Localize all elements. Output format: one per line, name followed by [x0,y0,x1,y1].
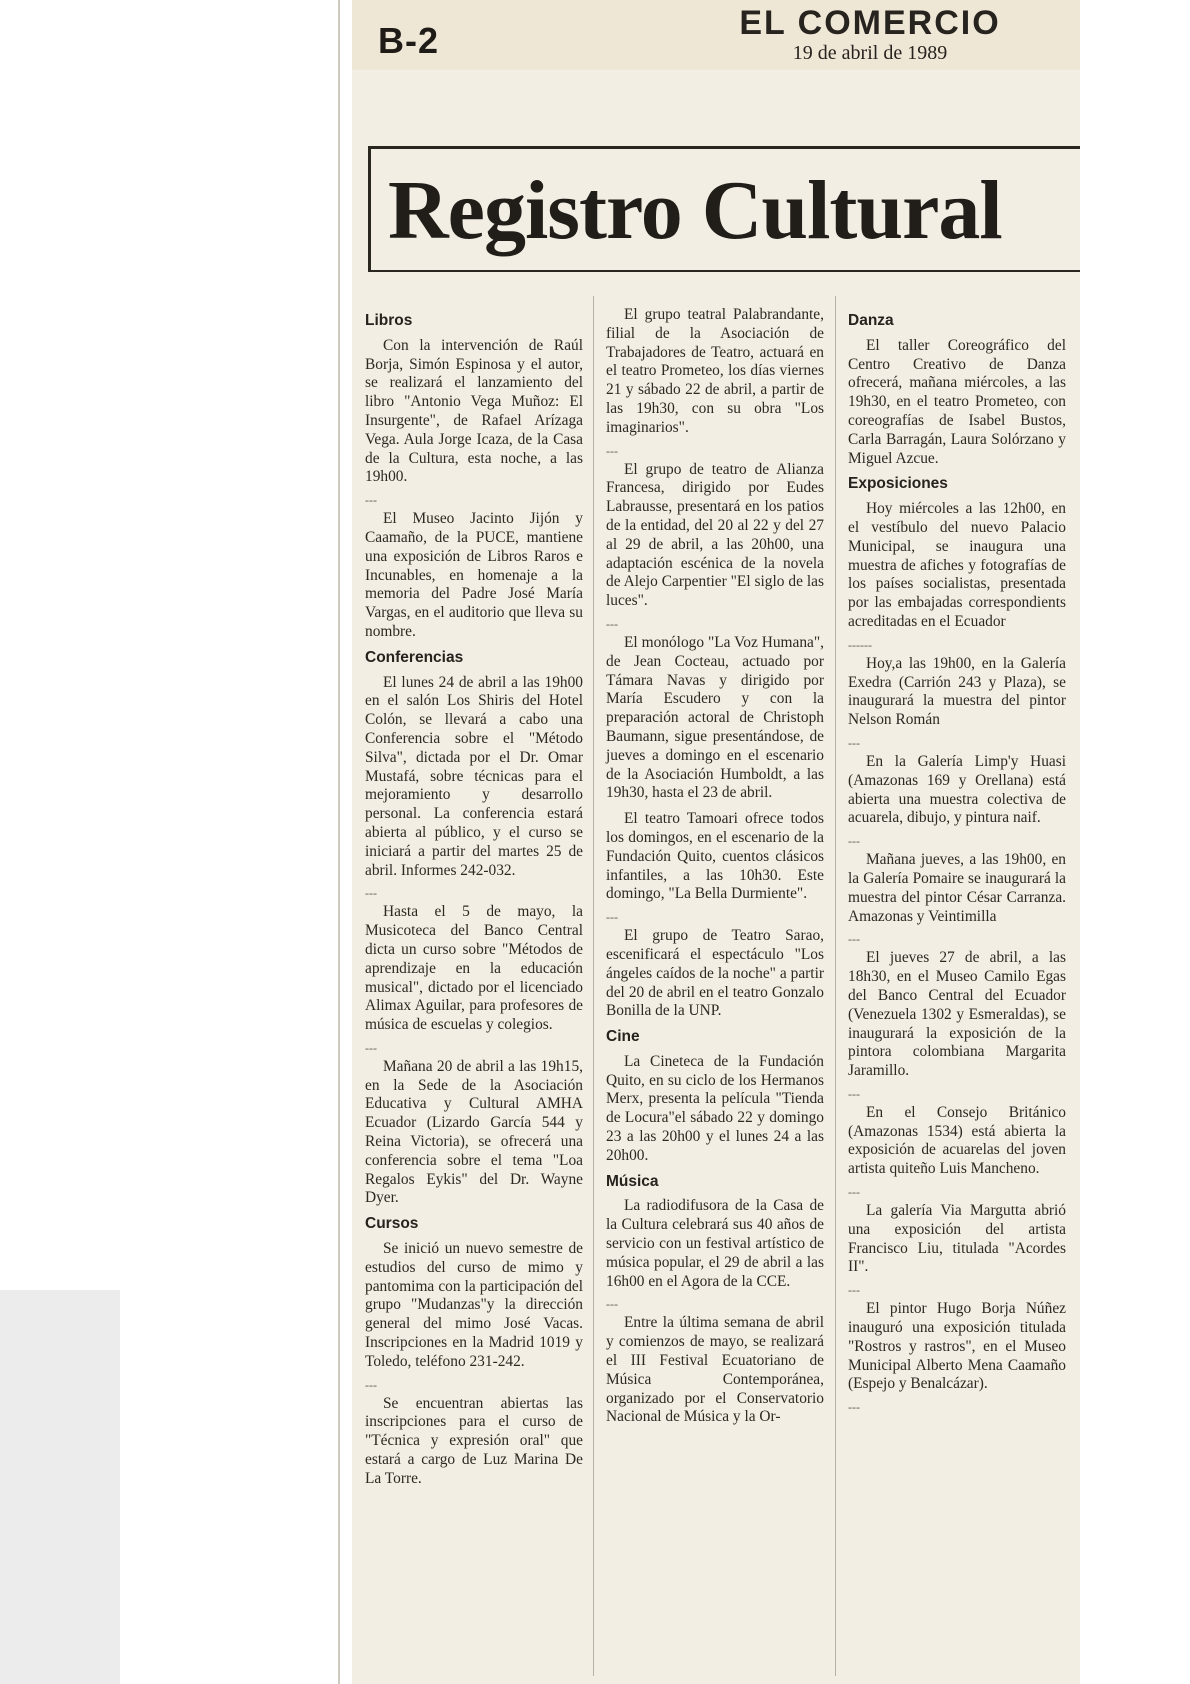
section-heading-danza: Danza [848,312,894,329]
article-paragraph: Hoy,a las 19h00, en la Galería Exedra (Carrión 243 y Plaza), se inaugurará la muestra del pintor Nelson Román [848,654,1066,729]
separator: --- [606,1297,618,1312]
section-heading-cine: Cine [606,1028,640,1046]
article-paragraph: El teatro Tamoari ofrece todos los domingos, en el escenario de la Fundación Quito, cuentos clásicos infantiles, a las 10h30. Este domingo, "La Bella Durmiente". [606,810,824,903]
separator: --- [365,1040,377,1055]
section-heading-libros: Libros [365,312,413,329]
article-paragraph: Se encuentran abiertas las inscripciones para el curso de "Técnica y expresión oral" que estará a cargo de Luz Marina De La Torre. [365,1394,583,1487]
separator: --- [848,1283,860,1298]
section-heading-cursos: Cursos [365,1215,419,1233]
separator: --- [848,932,860,947]
column-divider [593,296,594,1676]
separator: --- [848,1185,860,1200]
column-3 [848,306,1066,1417]
article-paragraph: En la Galería Limp'y Huasi (Amazonas 169 y Orellana) está abierta una muestra colectiva de acuarela, dibujo, y pintura naif. [848,752,1066,827]
article-paragraph: Mañana 20 de abril a las 19h15, en la Sede de la Asociación Educativa y Cultural AMHA Ecuador (Lizardo García 544 y Reina Victoria), se ofrecerá una conferencia sobre el tema "Loa Regalos Eykis" del Dr. Wayne Dyer. [365,1057,583,1207]
column-divider [835,296,836,1676]
article-paragraph: Con la intervención de Raúl Borja, Simón Espinosa y el autor, se realizará el lanzamiento del libro "Antonio Vega Muñoz: El Insurgente", de Rafael Arízaga Vega. Aula Jorge Icaza, de la Casa de la Cultura, esta noche, a las 19h00. [365,336,583,486]
separator: ------ [848,637,872,652]
separator: --- [848,1086,860,1101]
scan-shadow [0,1290,120,1684]
article-paragraph: El jueves 27 de abril, a las 18h30, en el Museo Camilo Egas del Banco Central del Ecuador (Venezuela 1302 y Esmeraldas), se inaugurará la exposición de la pintora colombiana Margarita Jaramillo. [848,949,1066,1080]
section-heading-conferencias: Conferencias [365,648,464,666]
separator: --- [606,443,618,458]
article-paragraph: El grupo de teatro de Alianza Francesa, dirigido por Eudes Labrausse, presentará en los patios de la entidad, del 20 al 22 y del 27 al 29 de abril, a las 20h00, una adaptación escénica de la novela de Alejo Carpentier "El siglo de las luces". [606,460,824,610]
separator: --- [365,493,377,508]
article-paragraph: El grupo teatral Palabrandante, filial de la Asociación de Trabajadores de Teatro, actuará en el teatro Prometeo, los días viernes 21 y sábado 22 de abril, a partir de las 19h30, con su obra "Los imaginarios". [606,306,824,436]
article-paragraph: Se inició un nuevo semestre de estudios del curso de mimo y pantomima con la participación del grupo "Mudanzas"y la dirección general del mimo José Vacas. Inscripciones en la Madrid 1019 y Toledo, teléfono 231-242. [365,1240,583,1370]
article-paragraph: El taller Coreográfico del Centro Creativo de Danza ofrecerá, mañana miércoles, a las 19h30, en el teatro Prometeo, con coreografías de Isabel Bustos, Carla Barragán, Laura Solórzano y Miguel Azcue. [848,336,1066,467]
article-paragraph: La radiodifusora de la Casa de la Cultura celebrará sus 40 años de servicio con un festival artístico de música popular, el 29 de abril a las 16h00 en el Agora de la CCE. [606,1197,824,1290]
section-heading-exposiciones: Exposiciones [848,475,948,493]
article-paragraph: Hasta el 5 de mayo, la Musicoteca del Banco Central dicta un curso sobre "Métodos de aprendizaje en la educación musical", dictado por el licenciado Alimax Aguilar, para profesores de música de escuelas y colegios. [365,903,583,1034]
page-title: Registro Cultural [388,164,1002,257]
separator: --- [606,910,618,925]
article-paragraph: Hoy miércoles a las 12h00, en el vestíbulo del nuevo Palacio Municipal, se inaugura una muestra de afiches y fotografías de los países socialistas, presentada por las embajadas correspondients acreditadas en el Ecuador [848,500,1066,630]
column-2 [606,306,824,1434]
publication-name: EL COMERCIO [739,4,1001,42]
publication-date: 19 de abril de 1989 [792,42,948,64]
article-paragraph: El grupo de Teatro Sarao, escenificará el espectáculo "Los ángeles caídos de la noche" a partir del 20 de abril en el teatro Gonzalo Bonilla de la UNP. [606,927,824,1020]
article-paragraph: El Museo Jacinto Jijón y Caamaño, de la PUCE, mantiene una exposición de Libros Raros e Incunables, en homenaje a la memoria del Padre José María Vargas, en el auditorio que lleva su nombre. [365,510,583,640]
scan-edge [338,0,340,1684]
article-paragraph: La galería Via Margutta abrió una exposición del artista Francisco Liu, titulada "Acordes II". [848,1202,1066,1276]
separator: --- [365,886,377,901]
page-code: B-2 [378,20,440,61]
article-paragraph: El monólogo "La Voz Humana", de Jean Cocteau, actuado por Támara Navas y dirigido por María Escudero y con la preparación actoral de Christoph Baumann, sigue presentándose, de jueves a domingo en el escenario de la Asociación Humboldt, a las 19h30, hasta el 23 de abril. [606,633,824,802]
article-paragraph: En el Consejo Británico (Amazonas 1534) está abierta la exposición de acuarelas del joven artista quiteño Luis Mancheno. [848,1103,1066,1178]
separator: --- [848,735,860,750]
separator: --- [848,1400,860,1415]
article-paragraph: El pintor Hugo Borja Núñez inauguró una exposición titulada "Rostros y rastros", en el Museo Municipal Alberto Mena Caamaño (Espejo y Benalcázar). [848,1300,1066,1393]
section-heading-musica: Música [606,1172,659,1190]
separator: --- [848,834,860,849]
article-paragraph: Entre la última semana de abril y comienzos de mayo, se realizará el III Festival Ecuatoriano de Música Contemporánea, organizado por el Conservatorio Nacional de Música y la Or- [606,1314,824,1426]
column-1 [365,306,583,1496]
article-paragraph: Mañana jueves, a las 19h00, en la Galería Pomaire se inaugurará la muestra del pintor César Carranza. Amazonas y Veintimilla [848,851,1066,925]
separator: --- [606,616,618,631]
separator: --- [365,1377,377,1392]
article-paragraph: El lunes 24 de abril a las 19h00 en el salón Los Shiris del Hotel Colón, se llevará a cabo una Conferencia sobre el "Método Silva", dictada por el Dr. Omar Mustafá, sobre técnicas para el mejoramiento y desarrollo personal. La conferencia estará abierta al público, y el curso se iniciará a partir del martes 25 de abril. Informes 242-032. [365,673,583,879]
article-paragraph: La Cineteca de la Fundación Quito, en su ciclo de los Hermanos Merx, presenta la película "Tienda de Locura"el sábado 22 y domingo 23 a las 20h00 y el lunes 24 a las 20h00. [606,1052,824,1164]
